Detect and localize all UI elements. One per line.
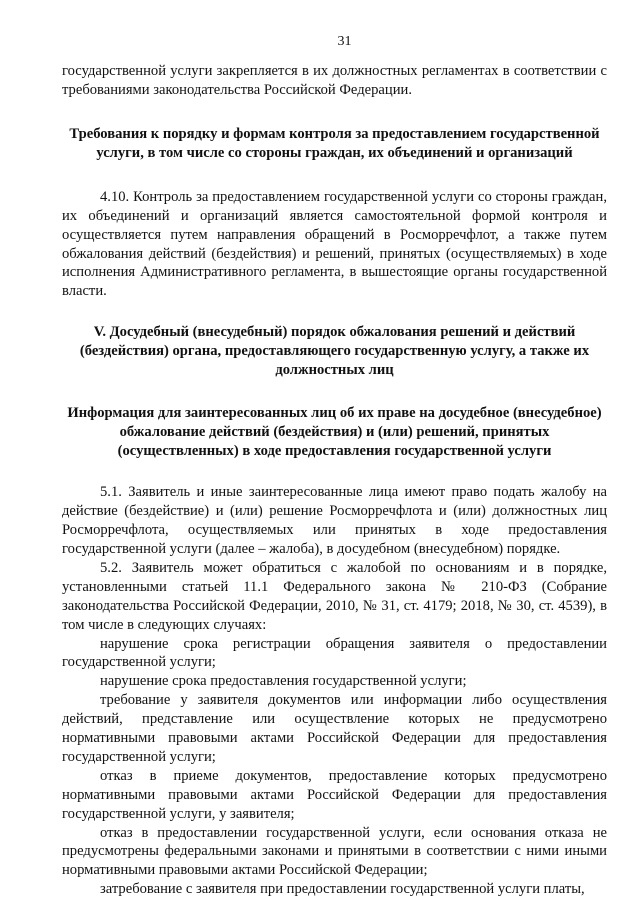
case-item: нарушение срока регистрации обращения заявителя о предоставлении государственной услуги; (62, 635, 607, 671)
paragraph-5-1: 5.1. Заявитель и иные заинтересованные лица имеют право подать жалобу на действие (бездействие) и (или) решение Росморречфлота и (или) должностных лиц Росморречфлота, осуществляемых или принятых в ходе предоставления государственной услуги (далее – жалоба), в досудебном (внесудебном) порядке. (62, 484, 607, 557)
paragraph-4-10: 4.10. Контроль за предоставлением государственной услуги со стороны граждан, их объединений и организаций является самостоятельной формой контроля и осуществляется путем направления обращений в Росморречфлот, а также путем обжалования действий (бездействия) и решений, принятых (осуществляемых) в ходе исполнения Административного регламента, в вышестоящие органы государственной власти. (62, 188, 607, 300)
case-item: нарушение срока предоставления государственной услуги; (100, 673, 467, 690)
case-item: требование у заявителя документов или информации либо осуществления действий, представление или осуществление которых не предусмотрено нормативными правовыми актами Российской Федерации для предоставления государственной услуги; (62, 692, 607, 765)
heading-section-v: V. Досудебный (внесудебный) порядок обжалования решений и действий (бездействия) органа, предоставляющего государственную услугу, а также их должностных лиц (79, 324, 590, 379)
intro-paragraph: государственной услуги закрепляется в их должностных регламентах в соответствии с требованиями законодательства Российской Федерации. (62, 63, 607, 98)
case-item: отказ в предоставлении государственной услуги, если основания отказа не предусмотрены федеральными законами и принятыми в соответствии с ними иными нормативными правовыми актами Российской Федерации; (62, 824, 607, 879)
heading-appeal-information: Информация для заинтересованных лиц об их праве на досудебное (внесудебное) обжалование действий (бездействия) и (или) решений, принятых (осуществленных) в ходе предоставления государственной услуги (67, 405, 602, 460)
heading-control-requirements: Требования к порядку и формам контроля за предоставлением государственной услуги, в том числе со стороны граждан, их объединений и организаций (69, 125, 600, 161)
page-number: 31 (337, 34, 352, 49)
case-item: отказ в приеме документов, предоставление которых предусмотрено нормативными правовыми актами Российской Федерации для предоставления государственной услуги, у заявителя; (62, 767, 607, 822)
case-item: затребование с заявителя при предоставлении государственной услуги платы, (100, 881, 585, 898)
paragraph-5-2: 5.2. Заявитель может обратиться с жалобой по основаниям и в порядке, установленными статьей 11.1 Федерального закона № 210-ФЗ (Собрание законодательства Российской Федерации, 2010, № 31, ст. 4179; 2018, № 30, ст. 4539), в том числе в следующих случаях: (62, 559, 607, 633)
